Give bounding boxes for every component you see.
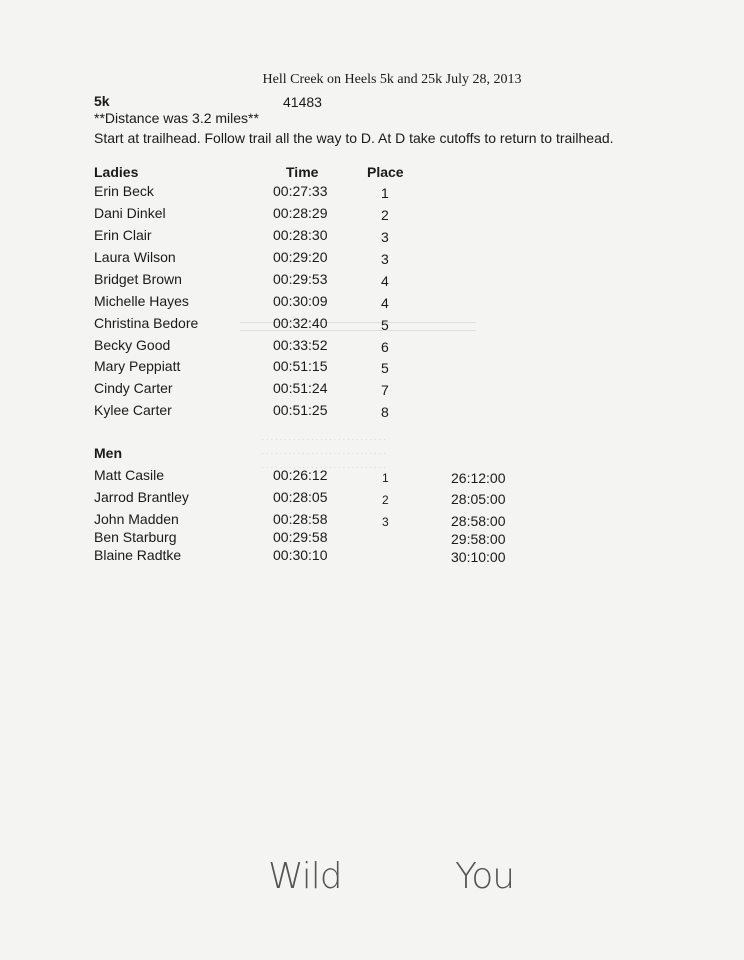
finish-time: 00:28:30 [273,227,328,243]
table-row [0,205,744,225]
finish-time: 00:28:29 [273,205,328,221]
ladies-heading: Ladies [94,164,139,180]
place: 3 [381,251,389,267]
finish-time: 00:27:33 [273,183,328,199]
time-header: Time [286,164,319,180]
place: 6 [381,339,389,355]
place: 4 [381,273,389,289]
runner-name: Erin Clair [94,227,152,243]
place: 8 [381,404,389,420]
finish-time: 00:29:58 [273,529,328,545]
finish-time: 00:51:15 [273,358,328,374]
place: 1 [382,471,389,485]
table-row [0,511,744,531]
footer-wild: Wild [268,856,342,897]
alt-time: 28:05:00 [451,491,506,507]
finish-time: 00:30:10 [273,547,328,563]
runner-name: Kylee Carter [94,402,172,418]
runner-name: Ben Starburg [94,529,177,545]
table-row [0,315,744,335]
alt-time: 28:58:00 [451,513,506,529]
finish-time: 00:32:40 [273,315,328,331]
place: 3 [381,229,389,245]
runner-name: Christina Bedore [94,315,199,331]
runner-name: Laura Wilson [94,249,176,265]
place: 5 [381,317,389,333]
footer-you: You [455,856,515,897]
place: 4 [381,295,389,311]
runner-name: Becky Good [94,337,171,353]
place-header: Place [367,164,404,180]
finish-time: 00:51:24 [273,380,328,396]
bleed-mark: . . . . . . . . . . . . . . . . . . . . . . . . . . . . [262,460,386,470]
runner-name: John Madden [94,511,179,527]
finish-time: 00:28:05 [273,489,328,505]
finish-time: 00:28:58 [273,511,328,527]
runner-name: Matt Casile [94,467,165,483]
table-row [0,358,744,378]
table-row [0,489,744,509]
runner-name: Jarrod Brantley [94,489,189,505]
ladies-header-row [0,164,744,184]
bleed-mark: . . . . . . . . . . . . . . . . . . . . . . . . . . . . [262,446,386,456]
place: 2 [381,207,389,223]
runner-name: Cindy Carter [94,380,173,396]
men-header-row [0,445,744,465]
table-row [0,402,744,422]
table-row [0,547,744,567]
place: 7 [381,382,389,398]
alt-time: 29:58:00 [451,531,506,547]
table-row [0,227,744,247]
distance-note: **Distance was 3.2 miles** [94,110,259,126]
place: 5 [381,360,389,376]
men-heading: Men [94,445,122,461]
finish-time: 00:29:20 [273,249,328,265]
place: 2 [382,493,389,507]
runner-name: Mary Peppiatt [94,358,181,374]
table-row [0,183,744,203]
runner-name: Michelle Hayes [94,293,189,309]
race-code: 41483 [283,94,322,110]
table-row [0,271,744,291]
runner-name: Dani Dinkel [94,205,166,221]
finish-time: 00:30:09 [273,293,328,309]
finish-time: 00:51:25 [273,402,328,418]
finish-time: 00:26:12 [273,467,328,483]
bleed-mark: . . . . . . . . . . . . . . . . . . . . . . . . . . . . [262,432,386,442]
alt-time: 26:12:00 [451,470,506,486]
page-title: Hell Creek on Heels 5k and 25k July 28, 2013 [262,72,522,87]
finish-time: 00:33:52 [273,337,328,353]
table-row [0,467,744,487]
table-row [0,337,744,357]
race-label: 5k [94,93,110,109]
table-row [0,529,744,549]
course-note: Start at trailhead. Follow trail all the way to D. At D take cutoffs to return to trailhead. [94,130,614,146]
alt-time: 30:10:00 [451,549,506,565]
runner-name: Bridget Brown [94,271,182,287]
table-row [0,293,744,313]
runner-name: Blaine Radtke [94,547,182,563]
finish-time: 00:29:53 [273,271,328,287]
place: 3 [382,515,389,529]
place: 1 [381,185,389,201]
table-row [0,380,744,400]
table-row [0,249,744,269]
runner-name: Erin Beck [94,183,154,199]
